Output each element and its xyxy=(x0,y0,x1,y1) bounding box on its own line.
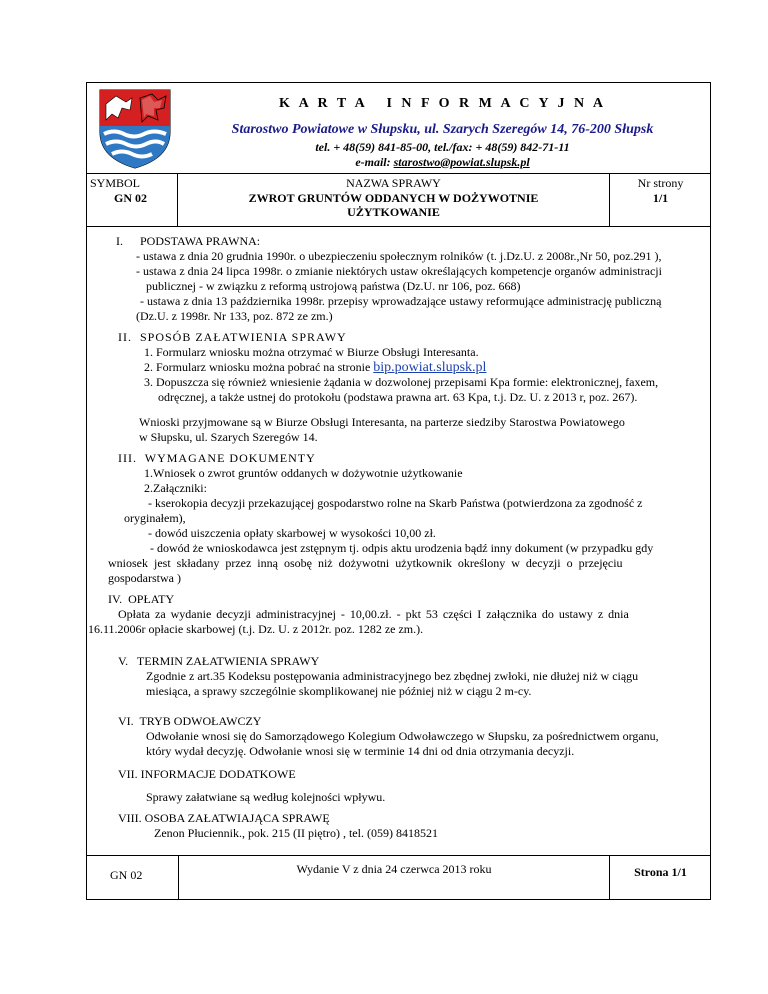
case-name-value-2: UŻYTKOWANIE xyxy=(347,205,440,219)
section-8-title: VIII. OSOBA ZAŁATWIAJĄCA SPRAWĘ xyxy=(118,811,330,825)
section-6-title: VI. TRYB ODWOŁAWCZY xyxy=(118,714,262,728)
office-phone: tel. + 48(59) 841-85-00, tel./fax: + 48(59) 842-71-11 xyxy=(315,140,570,154)
coat-of-arms xyxy=(96,86,174,170)
footer-edition: Wydanie V z dnia 24 czerwca 2013 roku xyxy=(296,862,492,876)
section-2-line-5: Wnioski przyjmowane są w Biurze Obsługi Interesanta, na parterze siedziby Starostwa Powiatowego xyxy=(139,415,625,429)
section-4-title: IV. OPŁATY xyxy=(108,592,175,606)
symbol-value: GN 02 xyxy=(114,191,147,205)
email-label: e-mail: xyxy=(355,155,394,169)
section-2-line-4: odręcznej, a także ustnej do protokołu (podstawa prawna art. 63 Kpa, t.j. Dz. U. z 2013 r, poz. 267). xyxy=(158,390,638,404)
section-8-line-1: Zenon Płuciennik., pok. 215 (II piętro) , tel. (059) 8418521 xyxy=(154,826,438,840)
section-1-number: I. xyxy=(116,234,123,248)
section-3-line-5: - dowód uiszczenia opłaty skarbowej w wysokości 10,00 zł. xyxy=(148,526,436,540)
section-3-line-3: - kserokopia decyzji przekazującej gospodarstwo rolne na Skarb Państwa (potwierdzona za zgodność z xyxy=(148,496,643,510)
case-name-label: NAZWA SPRAWY xyxy=(346,176,441,190)
coat-of-arms-icon xyxy=(96,86,174,170)
email-link[interactable]: starostwo@powiat.slupsk.pl xyxy=(393,155,530,169)
section-4-line-1: Opłata za wydanie decyzji administracyjnej - 10,00.zł. - pkt 53 części I załącznika do ustawy z dnia xyxy=(118,607,629,621)
section-3-line-6: - dowód że wnioskodawca jest zstępnym tj. odpis aktu urodzenia bądź inny dokument (w przypadku gdy xyxy=(150,541,654,555)
case-name-value-1: ZWROT GRUNTÓW ODDANYCH W DOŻYWOTNIE xyxy=(248,191,539,205)
symbol-label: SYMBOL xyxy=(90,176,141,190)
section-4-line-2: 16.11.2006r opłacie skarbowej (t.j. Dz. U. z 2012r. poz. 1282 ze zm.). xyxy=(88,622,424,636)
section-2-title: II. SPOSÓB ZAŁATWIENIA SPRAWY xyxy=(118,330,347,344)
section-5-title: V. TERMIN ZAŁATWIENIA SPRAWY xyxy=(118,654,320,668)
section-7-title: VII. INFORMACJE DODATKOWE xyxy=(118,767,296,781)
section-5-line-1: Zgodnie z art.35 Kodeksu postępowania administracyjnego bez zbędnej zwłoki, nie dłużej niż w ciągu xyxy=(146,669,639,683)
section-2-line-3: 3. Dopuszcza się również wniesienie żądania w dozwolonej przepisami Kpa formie: elektronicznej, faxem, xyxy=(144,375,659,389)
page-label: Nr strony xyxy=(637,176,684,190)
section-2-line-6: w Słupsku, ul. Szarych Szeregów 14. xyxy=(139,430,318,444)
section-3-line-7: wniosek jest składany przez inną osobę niż dożywotni użytkownik określony w decyzji o przejęciu xyxy=(108,556,623,570)
section-3-line-8: gospodarstwa ) xyxy=(108,571,181,585)
card-title: K A R T A I N F O R M A C Y J N A xyxy=(279,96,606,111)
page-value: 1/1 xyxy=(652,191,669,205)
section-1-line-4: - ustawa z dnia 13 października 1998r. przepisy wprowadzające ustawy reformujące administrację publiczną xyxy=(140,294,662,308)
header-divider xyxy=(86,173,711,174)
section-1-line-5: (Dz.U. z 1998r. Nr 133, poz. 872 ze zm.) xyxy=(136,309,333,323)
section-2-line-2-text: 2. Formularz wniosku można pobrać na stronie xyxy=(144,360,374,374)
section-3-line-2: 2.Załączniki: xyxy=(144,481,207,495)
info-bottom-border xyxy=(86,226,711,227)
section-7-line-1: Sprawy załatwiane są według kolejności wpływu. xyxy=(146,790,386,804)
section-1-title: PODSTAWA PRAWNA: xyxy=(140,234,261,248)
section-2-line-1: 1. Formularz wniosku można otrzymać w Biurze Obsługi Interesanta. xyxy=(144,345,479,359)
section-1-line-1: - ustawa z dnia 20 grudnia 1990r. o ubezpieczeniu społecznym rolników (t. j.Dz.U. z 2008r.,Nr 50, poz.291 ), xyxy=(136,249,662,263)
footer-page: Strona 1/1 xyxy=(634,865,687,879)
section-3-line-1: 1.Wniosek o zwrot gruntów oddanych w dożywotnie użytkowanie xyxy=(144,466,463,480)
office-email-line xyxy=(174,155,711,170)
section-3-line-4: oryginałem), xyxy=(124,511,186,525)
footer-top-border xyxy=(86,855,711,856)
section-6-line-2: który wydał decyzję. Odwołanie wnosi się w terminie 14 dni od dnia otrzymania decyzji. xyxy=(146,744,575,758)
section-1-line-3: publicznej - w związku z reformą ustrojową państwa (Dz.U. nr 106, poz. 668) xyxy=(146,279,521,293)
section-2-line-2 xyxy=(144,360,486,376)
bip-link[interactable]: bip.powiat.slupsk.pl xyxy=(373,360,487,375)
footer-symbol: GN 02 xyxy=(110,868,143,882)
section-3-title: III. WYMAGANE DOKUMENTY xyxy=(118,451,316,465)
section-6-line-1: Odwołanie wnosi się do Samorządowego Kolegium Odwoławczego w Słupsku, za pośrednictwem organu, xyxy=(146,729,659,743)
office-address: Starostwo Powiatowe w Słupsku, ul. Szarych Szeregów 14, 76-200 Słupsk xyxy=(231,122,654,137)
section-5-line-2: miesiąca, a sprawy szczególnie skomplikowanej nie później niż w ciągu 2 m-cy. xyxy=(146,684,532,698)
section-1-line-2: - ustawa z dnia 24 lipca 1998r. o zmianie niektórych ustaw określających kompetencje organów administracji xyxy=(136,264,662,278)
